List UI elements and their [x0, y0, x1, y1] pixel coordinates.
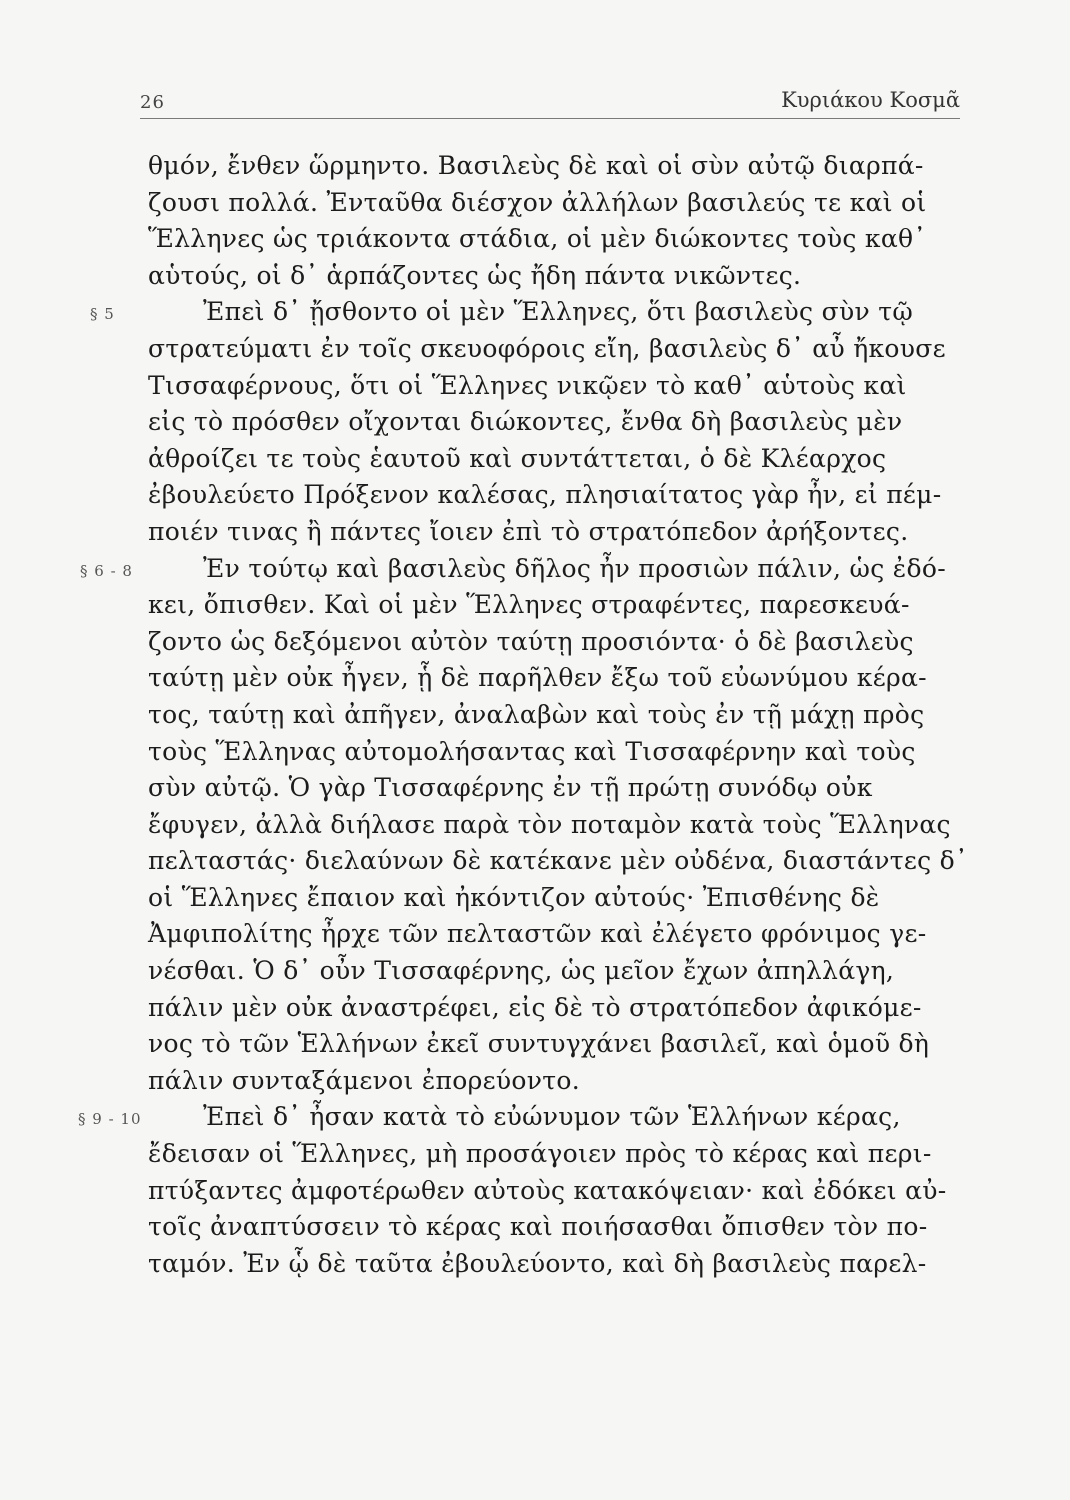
line-text: πάλιν συνταξάμενοι ἐπορεύοντο. — [148, 1065, 580, 1095]
line-text: ἔδεισαν οἱ Ἕλληνες, μὴ προσάγοιεν πρὸς τὸ κέρας καὶ περι- — [148, 1139, 932, 1169]
text-line — [148, 331, 988, 368]
text-line — [148, 734, 988, 771]
line-text: πάλιν μὲν οὐκ ἀναστρέφει, εἰς δὲ τὸ στρατόπεδον ἀφικόμε- — [148, 992, 922, 1022]
line-text: τοῖς ἀναπτύσσειν τὸ κέρας καὶ ποιήσασθαι ὄπισθεν τὸν πο- — [148, 1212, 928, 1242]
line-text: Ἀμφιπολίτης ἦρχε τῶν πελταστῶν καὶ ἐλέγετο φρόνιμος γε- — [148, 919, 927, 949]
section-marker: § 9 - 10 — [78, 1110, 142, 1129]
text-line — [148, 880, 988, 917]
text-line — [148, 990, 988, 1027]
line-text: Τισσαφέρνους, ὅτι οἱ Ἕλληνες νικῷεν τὸ καθ᾽ αὑτοὺς καὶ — [148, 370, 907, 400]
text-line — [148, 1246, 988, 1283]
text-line — [148, 843, 988, 880]
line-text: ἔφυγεν, ἀλλὰ διήλασε παρὰ τὸν ποταμὸν κατὰ τοὺς Ἕλληνας — [148, 809, 951, 839]
page-number: 26 — [140, 92, 165, 113]
text-line — [148, 770, 988, 807]
line-text: θμόν, ἔνθεν ὥρμηντο. Βασιλεὺς δὲ καὶ οἱ σὺν αὐτῷ διαρπά- — [148, 151, 924, 180]
text-line — [148, 1026, 988, 1063]
text-line — [148, 624, 988, 661]
text-line — [148, 697, 988, 734]
text-line — [148, 368, 988, 405]
line-text: ζουσι πολλά. Ἐνταῦθα διέσχον ἀλλήλων βασιλεύς τε καὶ οἱ — [148, 187, 927, 217]
line-text: ταμόν. Ἐν ᾧ δὲ ταῦτα ἐβουλεύοντο, καὶ δὴ βασιλεὺς παρελ- — [148, 1248, 927, 1278]
text-line — [148, 1173, 988, 1210]
text-line — [148, 404, 988, 441]
line-text: ἀθροίζει τε τοὺς ἑαυτοῦ καὶ συντάττεται, ὁ δὲ Κλέαρχος — [148, 443, 887, 473]
text-line — [148, 807, 988, 844]
line-text: οἱ Ἕλληνες ἔπαιον καὶ ἠκόντιζον αὐτούς· Ἐπισθένης δὲ — [148, 882, 880, 912]
line-text: εἰς τὸ πρόσθεν οἴχονται διώκοντες, ἔνθα δὴ βασιλεὺς μὲν — [148, 407, 903, 437]
text-line — [78, 1099, 988, 1136]
section-marker: § 6 - 8 — [80, 561, 133, 580]
line-text: νος τὸ τῶν Ἑλλήνων ἐκεῖ συντυγχάνει βασιλεῖ, καὶ ὁμοῦ δὴ — [148, 1029, 930, 1059]
line-text: τος, ταύτῃ καὶ ἀπῆγεν, ἀναλαβὼν καὶ τοὺς ἐν τῇ μάχῃ πρὸς — [148, 699, 925, 729]
text-line — [148, 185, 988, 222]
text-line — [148, 148, 988, 185]
text-line — [148, 1136, 988, 1173]
text-line — [148, 514, 988, 551]
line-text: νέσθαι. Ὁ δ᾽ οὖν Τισσαφέρνης, ὡς μεῖον ἔχων ἀπηλλάγη, — [148, 956, 895, 986]
text-line — [148, 221, 988, 258]
line-text: Ἐπεὶ δ᾽ ἦσαν κατὰ τὸ εὐώνυμον τῶν Ἑλλήνων κέρας, — [203, 1102, 901, 1132]
line-text: ἐβουλεύετο Πρόξενον καλέσας, πλησιαίτατος γὰρ ἦν, εἰ πέμ- — [148, 480, 942, 510]
text-line — [148, 953, 988, 990]
line-text: τοὺς Ἕλληνας αὐτομολήσαντας καὶ Τισσαφέρνην καὶ τοὺς — [148, 736, 916, 766]
line-text: στρατεύματι ἐν τοῖς σκευοφόροις εἴη, βασιλεὺς δ᾽ αὖ ἤκουσε — [148, 333, 946, 363]
text-line — [90, 294, 988, 331]
text-line — [148, 660, 988, 697]
text-line — [148, 1209, 988, 1246]
text-line — [80, 551, 988, 588]
line-text: πελταστάς· διελαύνων δὲ κατέκανε μὲν οὐδένα, διαστάντες δ᾽ — [148, 846, 968, 876]
line-text: ποιέν τινας ἢ πάντες ἴοιεν ἐπὶ τὸ στρατόπεδον ἀρήξοντες. — [148, 516, 909, 546]
running-head — [140, 84, 960, 119]
text-line — [148, 441, 988, 478]
line-text: αὑτούς, οἱ δ᾽ ἁρπάζοντες ὡς ἤδη πάντα νικῶντες. — [148, 260, 802, 290]
text-line — [148, 916, 988, 953]
line-text: πτύξαντες ἀμφοτέρωθεν αὐτοὺς κατακόψειαν· καὶ ἐδόκει αὐ- — [148, 1175, 947, 1205]
text-line — [148, 477, 988, 514]
line-text: Ἐπεὶ δ᾽ ᾔσθοντο οἱ μὲν Ἕλληνες, ὅτι βασιλεὺς σὺν τῷ — [203, 297, 914, 327]
line-text: ζοντο ὡς δεξόμενοι αὐτὸν ταύτῃ προσιόντα· ὁ δὲ βασιλεὺς — [148, 626, 914, 656]
running-head-author: Κυριάκου Κοσμᾶ — [781, 88, 960, 112]
line-text: σὺν αὐτῷ. Ὁ γὰρ Τισσαφέρνης ἐν τῇ πρώτῃ συνόδῳ οὐκ — [148, 773, 873, 803]
line-text: κει, ὄπισθεν. Καὶ οἱ μὲν Ἕλληνες στραφέντες, παρεσκευά- — [148, 590, 910, 620]
section-marker: § 5 — [90, 305, 115, 324]
body-text — [78, 148, 988, 1282]
line-text: Ἕλληνες ὡς τριάκοντα στάδια, οἱ μὲν διώκοντες τοὺς καθ᾽ — [148, 224, 927, 254]
text-line — [148, 587, 988, 624]
line-text: Ἐν τούτῳ καὶ βασιλεὺς δῆλος ἦν προσιὼν πάλιν, ὡς ἐδό- — [203, 553, 946, 583]
text-line — [148, 1063, 988, 1100]
text-line — [148, 258, 988, 295]
line-text: ταύτῃ μὲν οὐκ ἦγεν, ᾗ δὲ παρῆλθεν ἔξω τοῦ εὐωνύμου κέρα- — [148, 663, 927, 693]
